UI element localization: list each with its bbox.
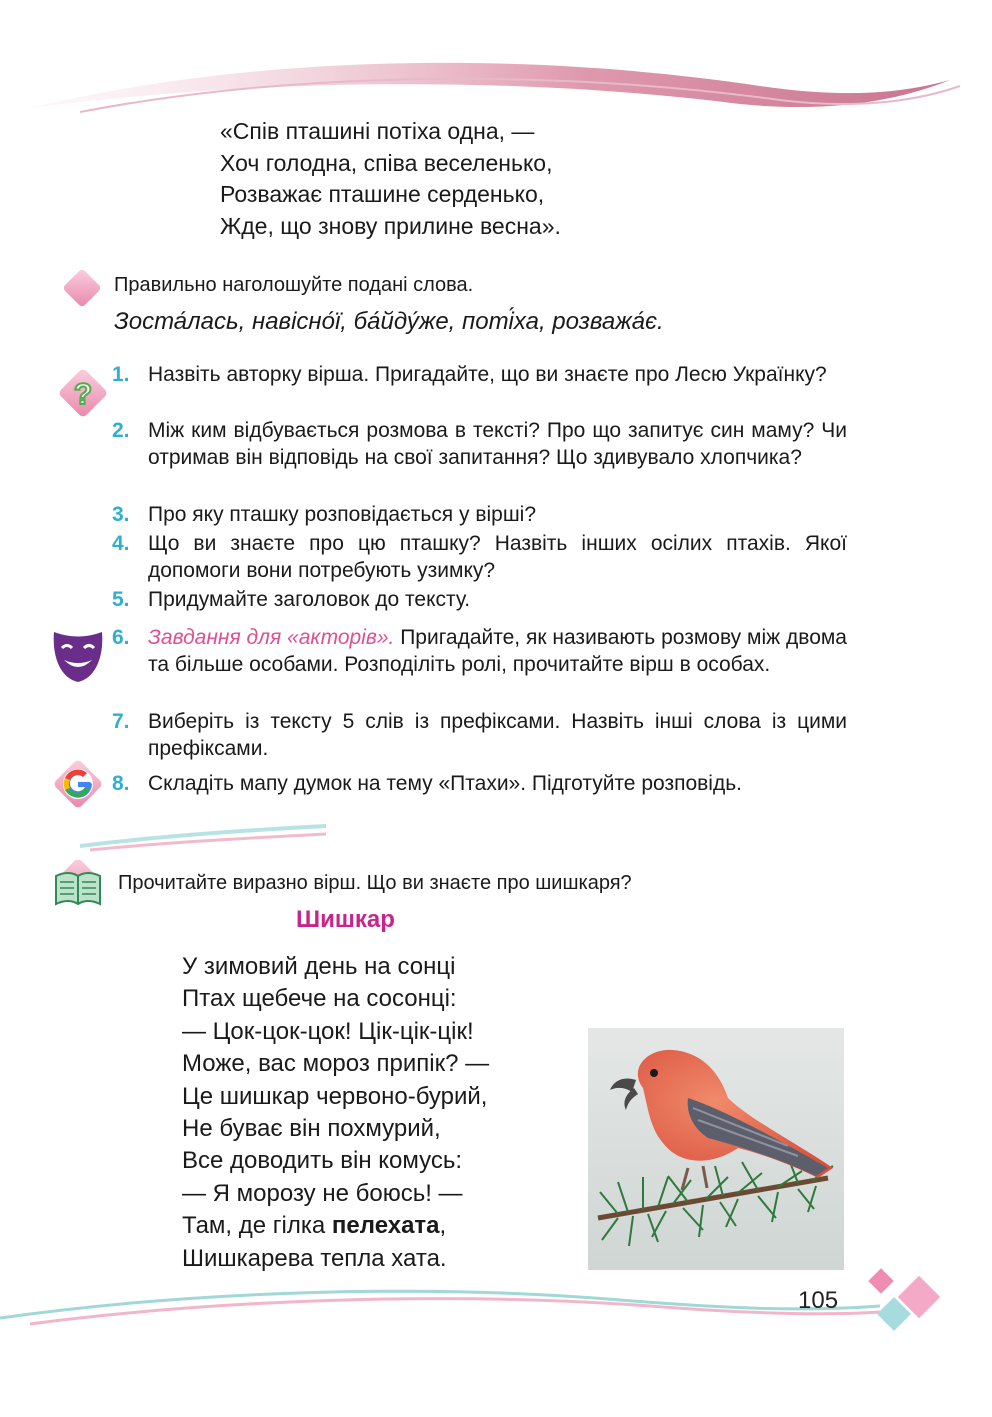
question-text: Між ким відбувається розмова в тексті? Про що запитує син маму? Чи отримав він відповідь на свої запитання? Що здивувало хлопчика? (148, 419, 847, 469)
poem-text: , (439, 1212, 447, 1240)
question-number: 4. (112, 532, 130, 555)
question-text: Придумайте заголовок до тексту. (148, 588, 471, 611)
question-item (112, 708, 847, 762)
question-text (148, 624, 847, 678)
question-number: 3. (112, 503, 130, 526)
poem-line: Не буває він похмурий, (182, 1115, 441, 1143)
question-number: 1. (112, 363, 130, 386)
theatre-mask-icon (50, 626, 106, 686)
svg-text:?: ? (73, 378, 93, 411)
question-item (112, 586, 847, 613)
poem-line: У зимовий день на сонці (182, 953, 456, 980)
poem-line: Шишкарева тепла хата. (182, 1244, 447, 1272)
crossbill-image (588, 1028, 844, 1270)
poem-line: — Цок-цок-цок! Цік-цік-цік! (182, 1017, 474, 1045)
poem-text: Там, де гілка (182, 1212, 332, 1240)
question-text: Виберіть із тексту 5 слів із префіксами. Назвіть інші слова із цими префіксами. (148, 710, 847, 760)
poem-line (182, 1210, 489, 1242)
stress-words: Зоста́лась, навісно́ї, ба́йду́же, поті́ха, розважа́є. (114, 308, 664, 335)
question-number: 6. (112, 626, 130, 649)
shyshkar-poem (182, 951, 489, 1275)
page-number: 105 (798, 1287, 839, 1314)
poem-title: Шишкар (296, 906, 395, 933)
poem-line: Хоч голодна, співа веселенько, (220, 149, 553, 176)
question-text: Про яку пташку розповідається у вірші? (148, 503, 537, 526)
actors-task-label: Завдання для «акторів». (148, 626, 395, 649)
stress-instruction: Правильно наголошуйте подані слова. (114, 274, 474, 296)
poem-line: Все доводить він комусь: (182, 1147, 463, 1175)
poem-line: — Я морозу не боюсь! — (182, 1179, 463, 1207)
question-number: 7. (112, 710, 130, 733)
question-icon (54, 364, 112, 422)
question-item (112, 624, 847, 678)
poem-line: Птах щебече на сосонці: (182, 985, 457, 1013)
poem-line: Може, вас мороз припік? — (182, 1050, 490, 1078)
poem-line: «Спів пташині потіха одна, — (220, 118, 535, 144)
question-text: Назвіть авторку вірша. Пригадайте, що ви знаєте про Лесю Українку? (148, 363, 827, 386)
book-icon (50, 860, 106, 910)
intro-poem (220, 116, 561, 242)
question-number: 2. (112, 419, 130, 442)
question-item (112, 501, 847, 528)
actors-task-text: Пригадайте, як називають розмову між двома та більше особами. Розподіліть ролі, прочитайте вірш в особах. (148, 626, 847, 676)
poem-line: Жде, що знову прилине весна». (220, 212, 561, 239)
question-item (112, 530, 847, 584)
question-text: Що ви знаєте про цю пташку? Назвіть інших осілих птахів. Якої допомоги вони потребують узимку? (148, 532, 847, 582)
question-text: Складіть мапу думок на тему «Птахи». Підготуйте розповідь. (148, 772, 742, 795)
question-item (112, 770, 847, 797)
question-item (112, 361, 847, 388)
crossbill-photo (588, 1028, 844, 1270)
question-number: 8. (112, 772, 130, 795)
poem-line: Це шишкар червоно-бурий, (182, 1082, 488, 1110)
stress-diamond-icon (58, 264, 106, 312)
google-icon (50, 756, 106, 812)
question-item (112, 417, 847, 471)
question-number: 5. (112, 588, 130, 611)
reading-instruction: Прочитайте виразно вірш. Що ви знаєте про шишкаря? (118, 872, 632, 894)
poem-line: Розважає пташине серденько, (220, 181, 545, 207)
bold-word: пелехата (331, 1212, 440, 1240)
